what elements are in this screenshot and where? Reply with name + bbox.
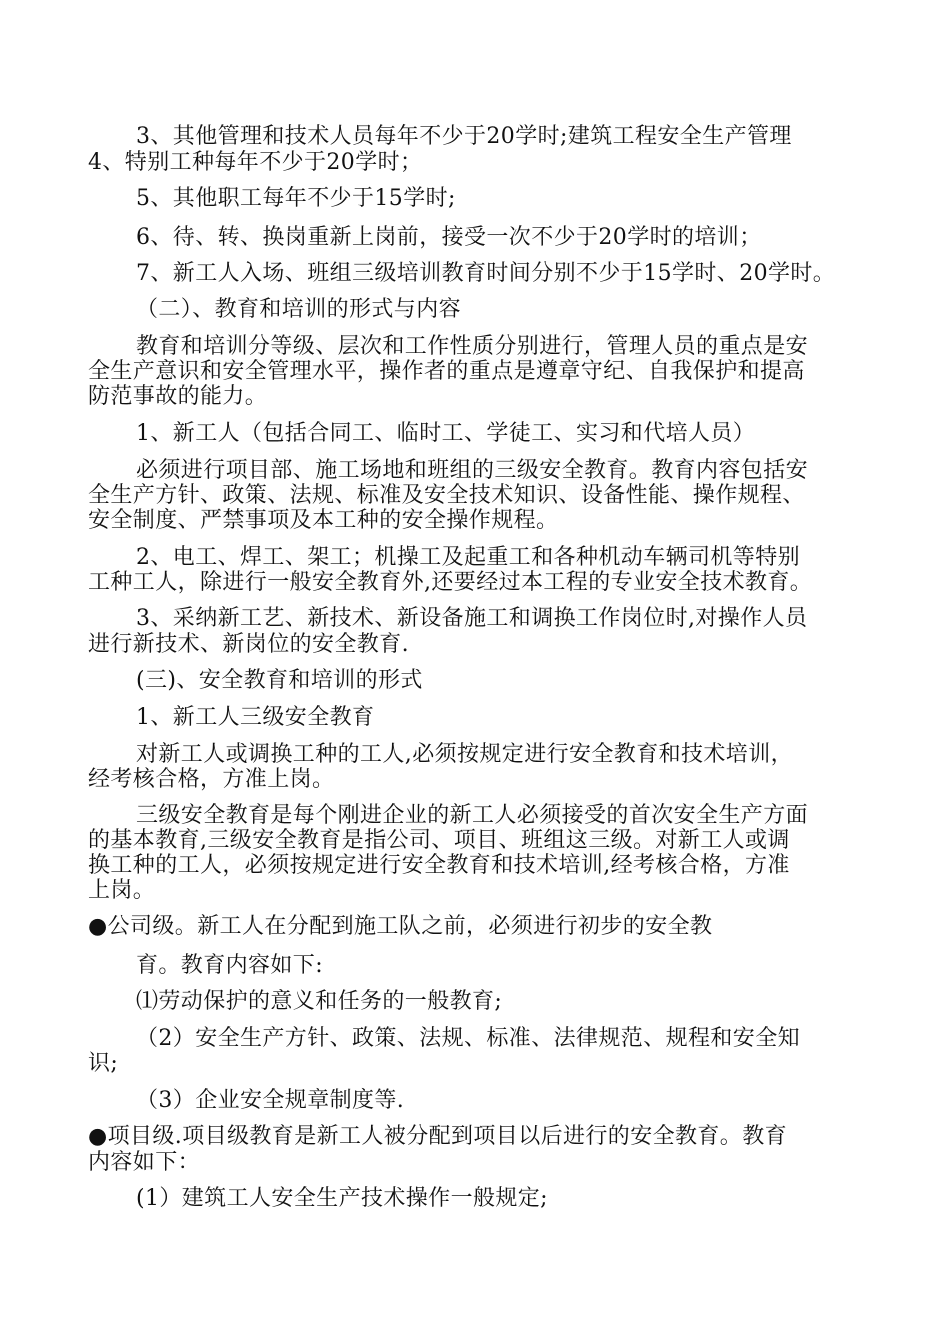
text-line: （3）企业安全规章制度等. bbox=[136, 1088, 405, 1113]
text-line: 6、待、转、换岗重新上岗前，接受一次不少于20学时的培训； bbox=[136, 225, 762, 250]
text-line: 内容如下： bbox=[88, 1150, 201, 1175]
text-line: 育。教育内容如下: bbox=[136, 953, 324, 978]
text-line: 3、其他管理和技术人员每年不少于20学时;建筑工程安全生产管理 bbox=[136, 124, 792, 149]
bullet-text: 公司级。新工人在分配到施工队之前，必须进行初步的安全教 bbox=[107, 914, 713, 939]
text-line: 进行新技术、新岗位的安全教育. bbox=[88, 632, 409, 657]
text-line: 2、电工、焊工、架工；机操工及起重工和各种机动车辆司机等特别 bbox=[136, 545, 800, 570]
text-line: 全生产意识和安全管理水平，操作者的重点是遵章守纪、自我保护和提高 bbox=[88, 359, 805, 384]
text-line: 3、采纳新工艺、新技术、新设备施工和调换工作岗位时,对操作人员 bbox=[136, 606, 808, 631]
bullet-text: 项目级.项目级教育是新工人被分配到项目以后进行的安全教育。教育 bbox=[107, 1124, 788, 1149]
bullet-line bbox=[88, 1124, 787, 1150]
text-line: 必须进行项目部、施工场地和班组的三级安全教育。教育内容包括安 bbox=[136, 458, 809, 483]
bullet-line bbox=[88, 914, 712, 940]
text-line: 对新工人或调换工种的工人,必须按规定进行安全教育和技术培训， bbox=[136, 742, 793, 767]
section-heading: (三)、安全教育和培训的形式 bbox=[136, 668, 423, 693]
section-heading: （二）、教育和培训的形式与内容 bbox=[136, 297, 462, 322]
bullet-icon: ● bbox=[88, 1124, 108, 1149]
text-line: 上岗。 bbox=[88, 878, 156, 903]
text-line: 1、新工人三级安全教育 bbox=[136, 705, 375, 730]
text-line: 的基本教育,三级安全教育是指公司、项目、班组这三级。对新工人或调 bbox=[88, 828, 790, 853]
text-line: 换工种的工人，必须按规定进行安全教育和技术培训,经考核合格，方准 bbox=[88, 853, 790, 878]
text-line: 识; bbox=[88, 1051, 119, 1076]
text-line: 工种工人，除进行一般安全教育外,还要经过本工程的专业安全技术教育。 bbox=[88, 570, 813, 595]
text-line: 1、新工人（包括合同工、临时工、学徒工、实习和代培人员） bbox=[136, 421, 756, 446]
bullet-icon: ● bbox=[88, 914, 108, 939]
text-line: 防范事故的能力。 bbox=[88, 384, 268, 409]
text-line: 安全制度、严禁事项及本工种的安全操作规程。 bbox=[88, 508, 559, 533]
text-line: 经考核合格，方准上岗。 bbox=[88, 767, 335, 792]
text-line: （2）安全生产方针、政策、法规、标准、法律规范、规程和安全知 bbox=[136, 1026, 800, 1051]
text-line: 三级安全教育是每个刚进企业的新工人必须接受的首次安全生产方面 bbox=[136, 803, 809, 828]
text-line: (1）建筑工人安全生产技术操作一般规定; bbox=[136, 1186, 548, 1211]
text-line: ⑴劳动保护的意义和任务的一般教育; bbox=[136, 989, 503, 1014]
text-line: 4、特别工种每年不少于20学时； bbox=[88, 150, 423, 175]
text-line: 7、新工人入场、班组三级培训教育时间分别不少于15学时、20学时。 bbox=[136, 261, 836, 286]
text-line: 全生产方针、政策、法规、标准及安全技术知识、设备性能、操作规程、 bbox=[88, 483, 805, 508]
text-line: 5、其他职工每年不少于15学时; bbox=[136, 186, 456, 211]
text-line: 教育和培训分等级、层次和工作性质分别进行，管理人员的重点是安 bbox=[136, 334, 809, 359]
